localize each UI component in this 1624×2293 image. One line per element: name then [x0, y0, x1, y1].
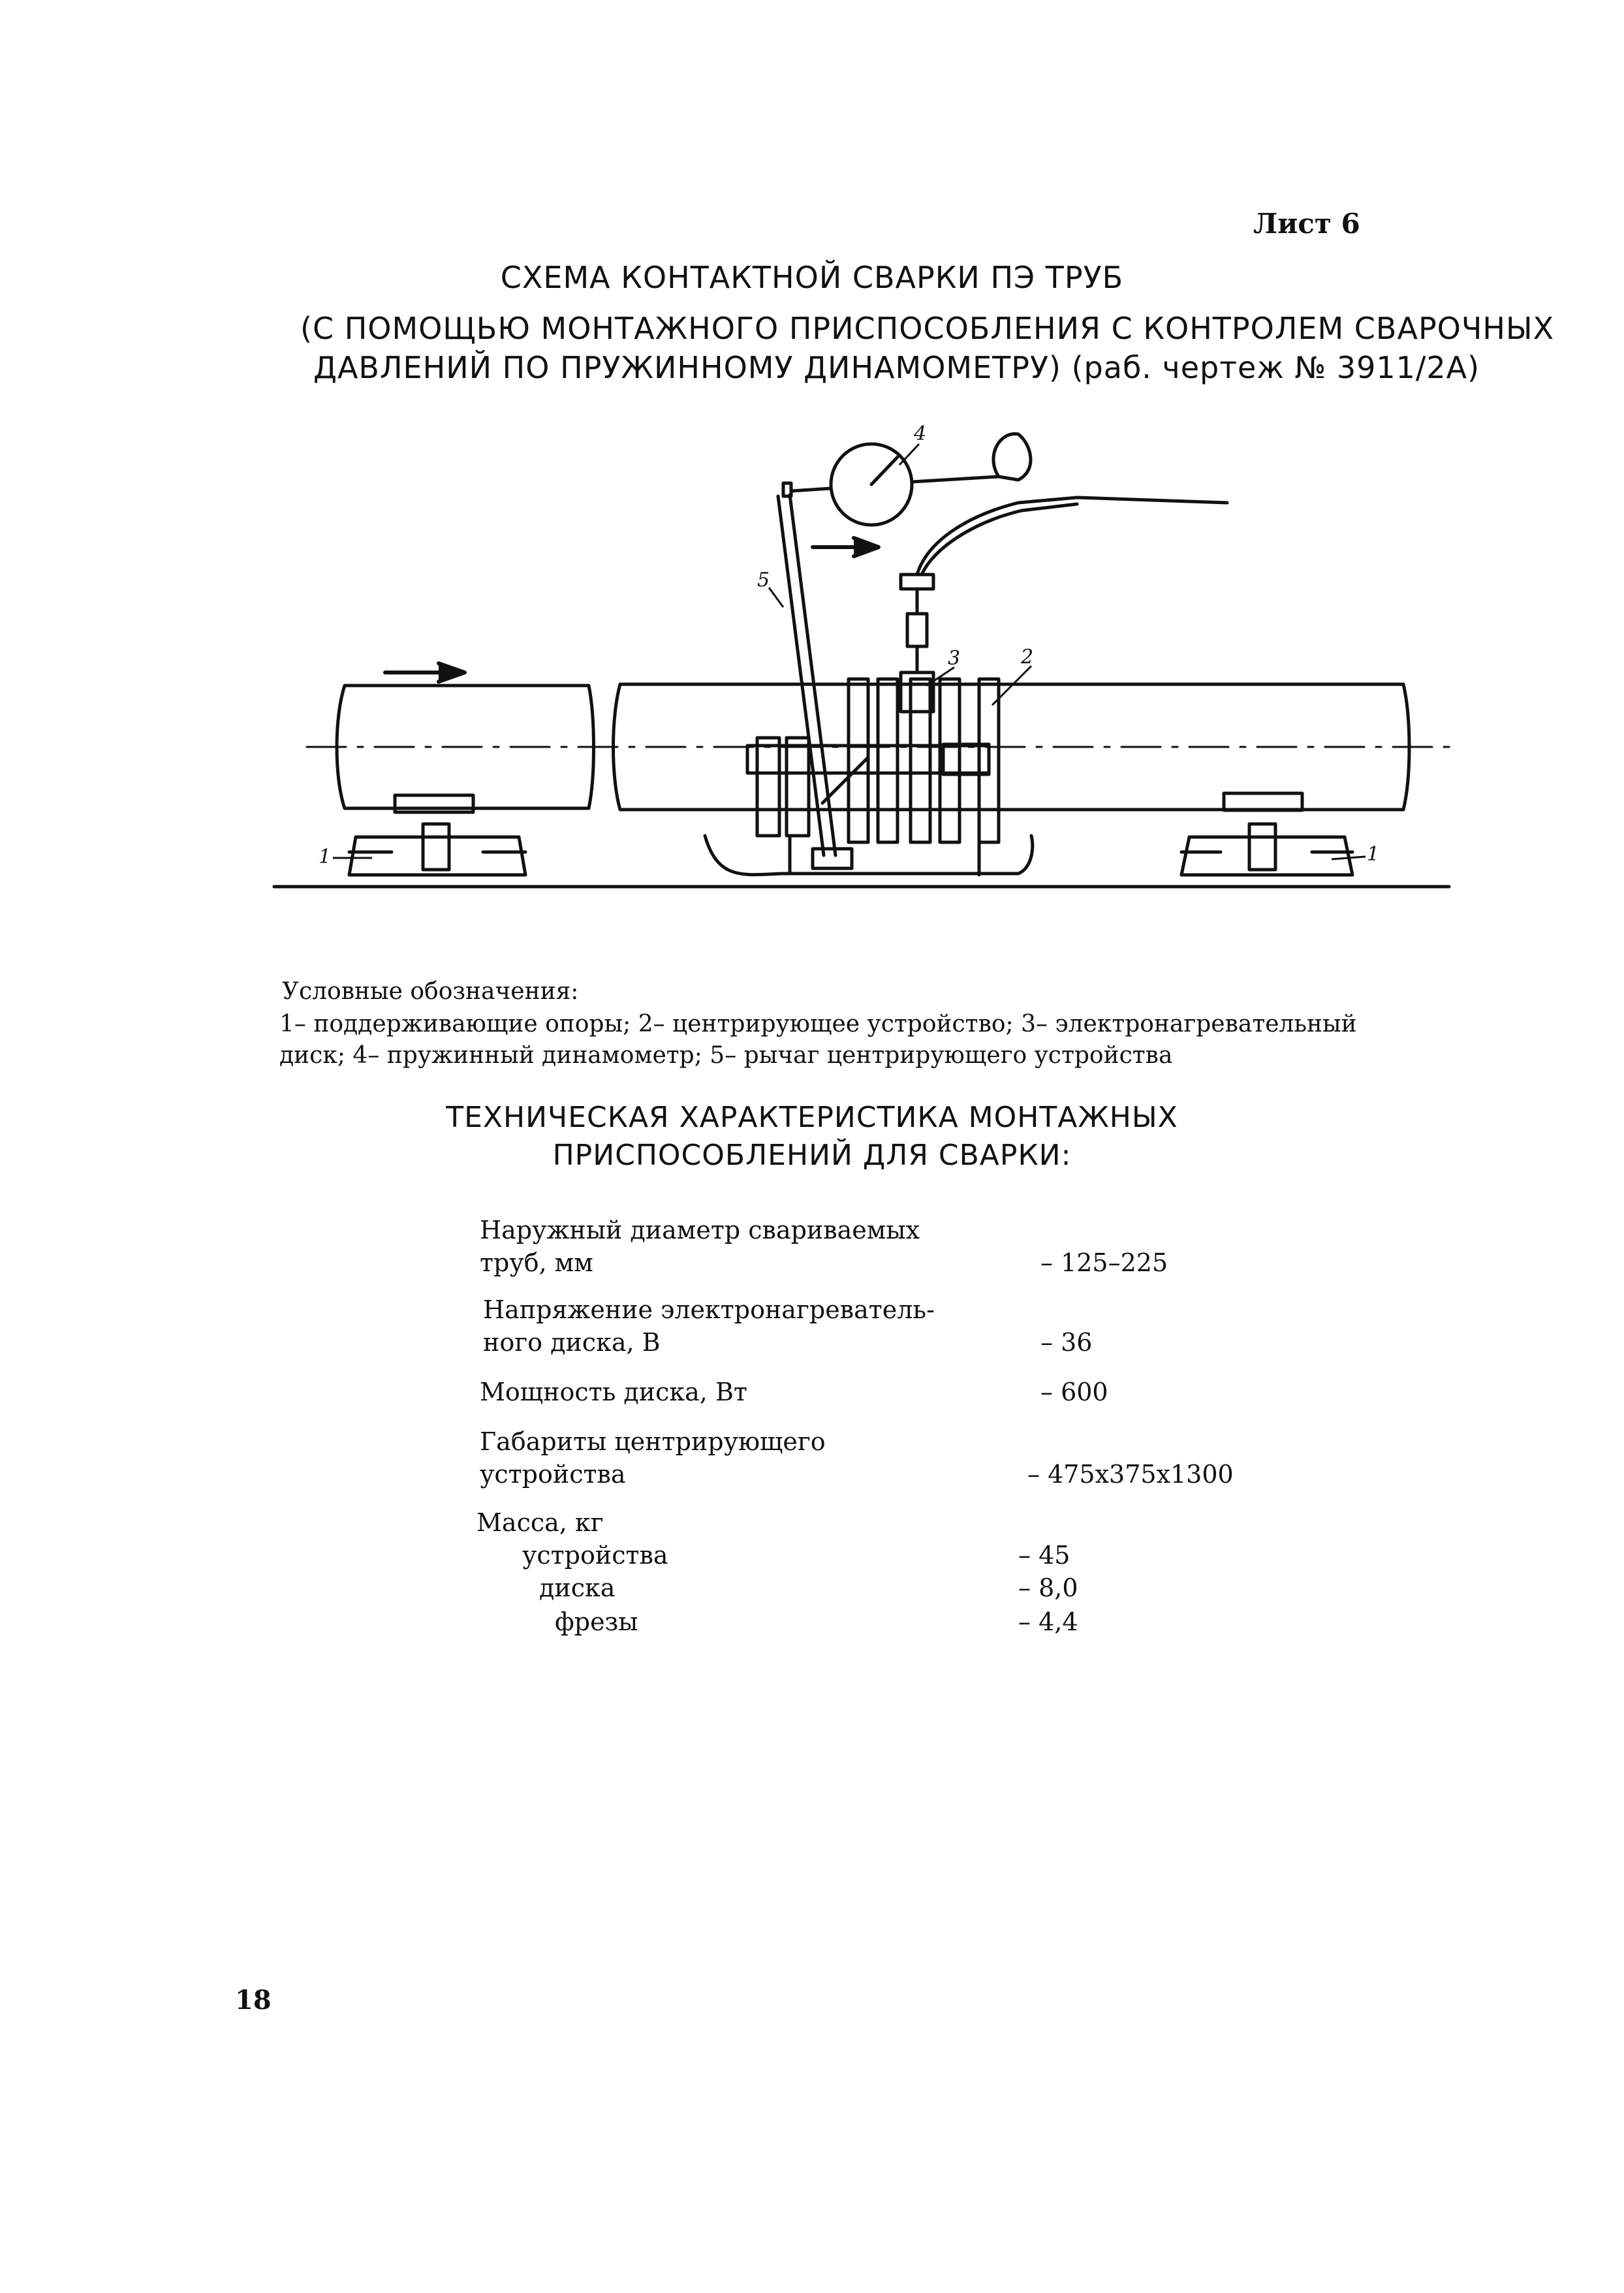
- spec-value-mass-disc: – 8,0: [1018, 1573, 1078, 1602]
- motion-arrow-middle: [813, 538, 879, 556]
- callout-2: 2: [1021, 646, 1034, 669]
- centering-device: [747, 679, 999, 875]
- spec-label-mass: Масса, кг: [476, 1508, 604, 1537]
- spec-value-dimensions: – 475х375х1300: [1027, 1460, 1234, 1489]
- heater-cable: [917, 498, 1227, 575]
- sheet-label: Лист 6: [1253, 208, 1360, 240]
- spec-label-voltage-1: Напряжение электронагреватель-: [483, 1295, 935, 1324]
- title-line-1: СХЕМА КОНТАКТНОЙ СВАРКИ ПЭ ТРУБ: [500, 260, 1124, 295]
- spec-label-power: Мощность диска, Вт: [480, 1378, 747, 1406]
- motion-arrow-left: [385, 663, 465, 682]
- callout-1-left: 1: [319, 846, 332, 868]
- callout-3: 3: [948, 647, 961, 670]
- legend-heading: Условные обозначения:: [282, 978, 579, 1005]
- spec-label-voltage-2: ного диска, В: [483, 1328, 661, 1357]
- spec-label-dimensions-2: устройства: [480, 1460, 626, 1489]
- spec-label-mass-disc: диска: [539, 1573, 616, 1602]
- callout-1-right: 1: [1367, 843, 1380, 866]
- welding-scheme-drawing: [0, 0, 1624, 947]
- title-line-3: ДАВЛЕНИЙ ПО ПРУЖИННОМУ ДИНАМОМЕТРУ) (раб. чертеж № 3911/2А): [313, 350, 1480, 385]
- title-line-2: (С ПОМОЩЬЮ МОНТАЖНОГО ПРИСПОСОБЛЕНИЯ С КОНТРОЛЕМ СВАРОЧНЫХ: [300, 311, 1555, 346]
- spec-label-dimensions-1: Габариты центрирующего: [480, 1427, 826, 1456]
- spec-value-diameter: – 125–225: [1040, 1248, 1168, 1277]
- spec-label-diameter-1: Наружный диаметр свариваемых: [480, 1216, 920, 1244]
- spec-label-mass-device: устройства: [522, 1541, 668, 1570]
- spec-heading-2: ПРИСПОСОБЛЕНИЙ ДЛЯ СВАРКИ:: [552, 1139, 1072, 1172]
- right-support: [1181, 793, 1352, 875]
- legend-line-1: 1– поддерживающие опоры; 2– центрирующее устройство; 3– электронагревательный: [279, 1011, 1357, 1037]
- callout-4: 4: [914, 422, 927, 445]
- spec-value-voltage: – 36: [1040, 1328, 1093, 1357]
- spec-label-mass-cutter: фрезы: [555, 1607, 638, 1636]
- spec-value-mass-device: – 45: [1018, 1541, 1070, 1570]
- spec-label-diameter-2: труб, мм: [480, 1248, 593, 1277]
- legend-line-2: диск; 4– пружинный динамометр; 5– рычаг центрирующего устройства: [279, 1042, 1173, 1069]
- spec-heading-1: ТЕХНИЧЕСКАЯ ХАРАКТЕРИСТИКА МОНТАЖНЫХ: [446, 1101, 1178, 1134]
- spec-value-mass-cutter: – 4,4: [1018, 1607, 1078, 1636]
- spec-value-power: – 600: [1040, 1378, 1108, 1406]
- callout-5: 5: [757, 569, 770, 592]
- page-number: 18: [235, 1985, 272, 2016]
